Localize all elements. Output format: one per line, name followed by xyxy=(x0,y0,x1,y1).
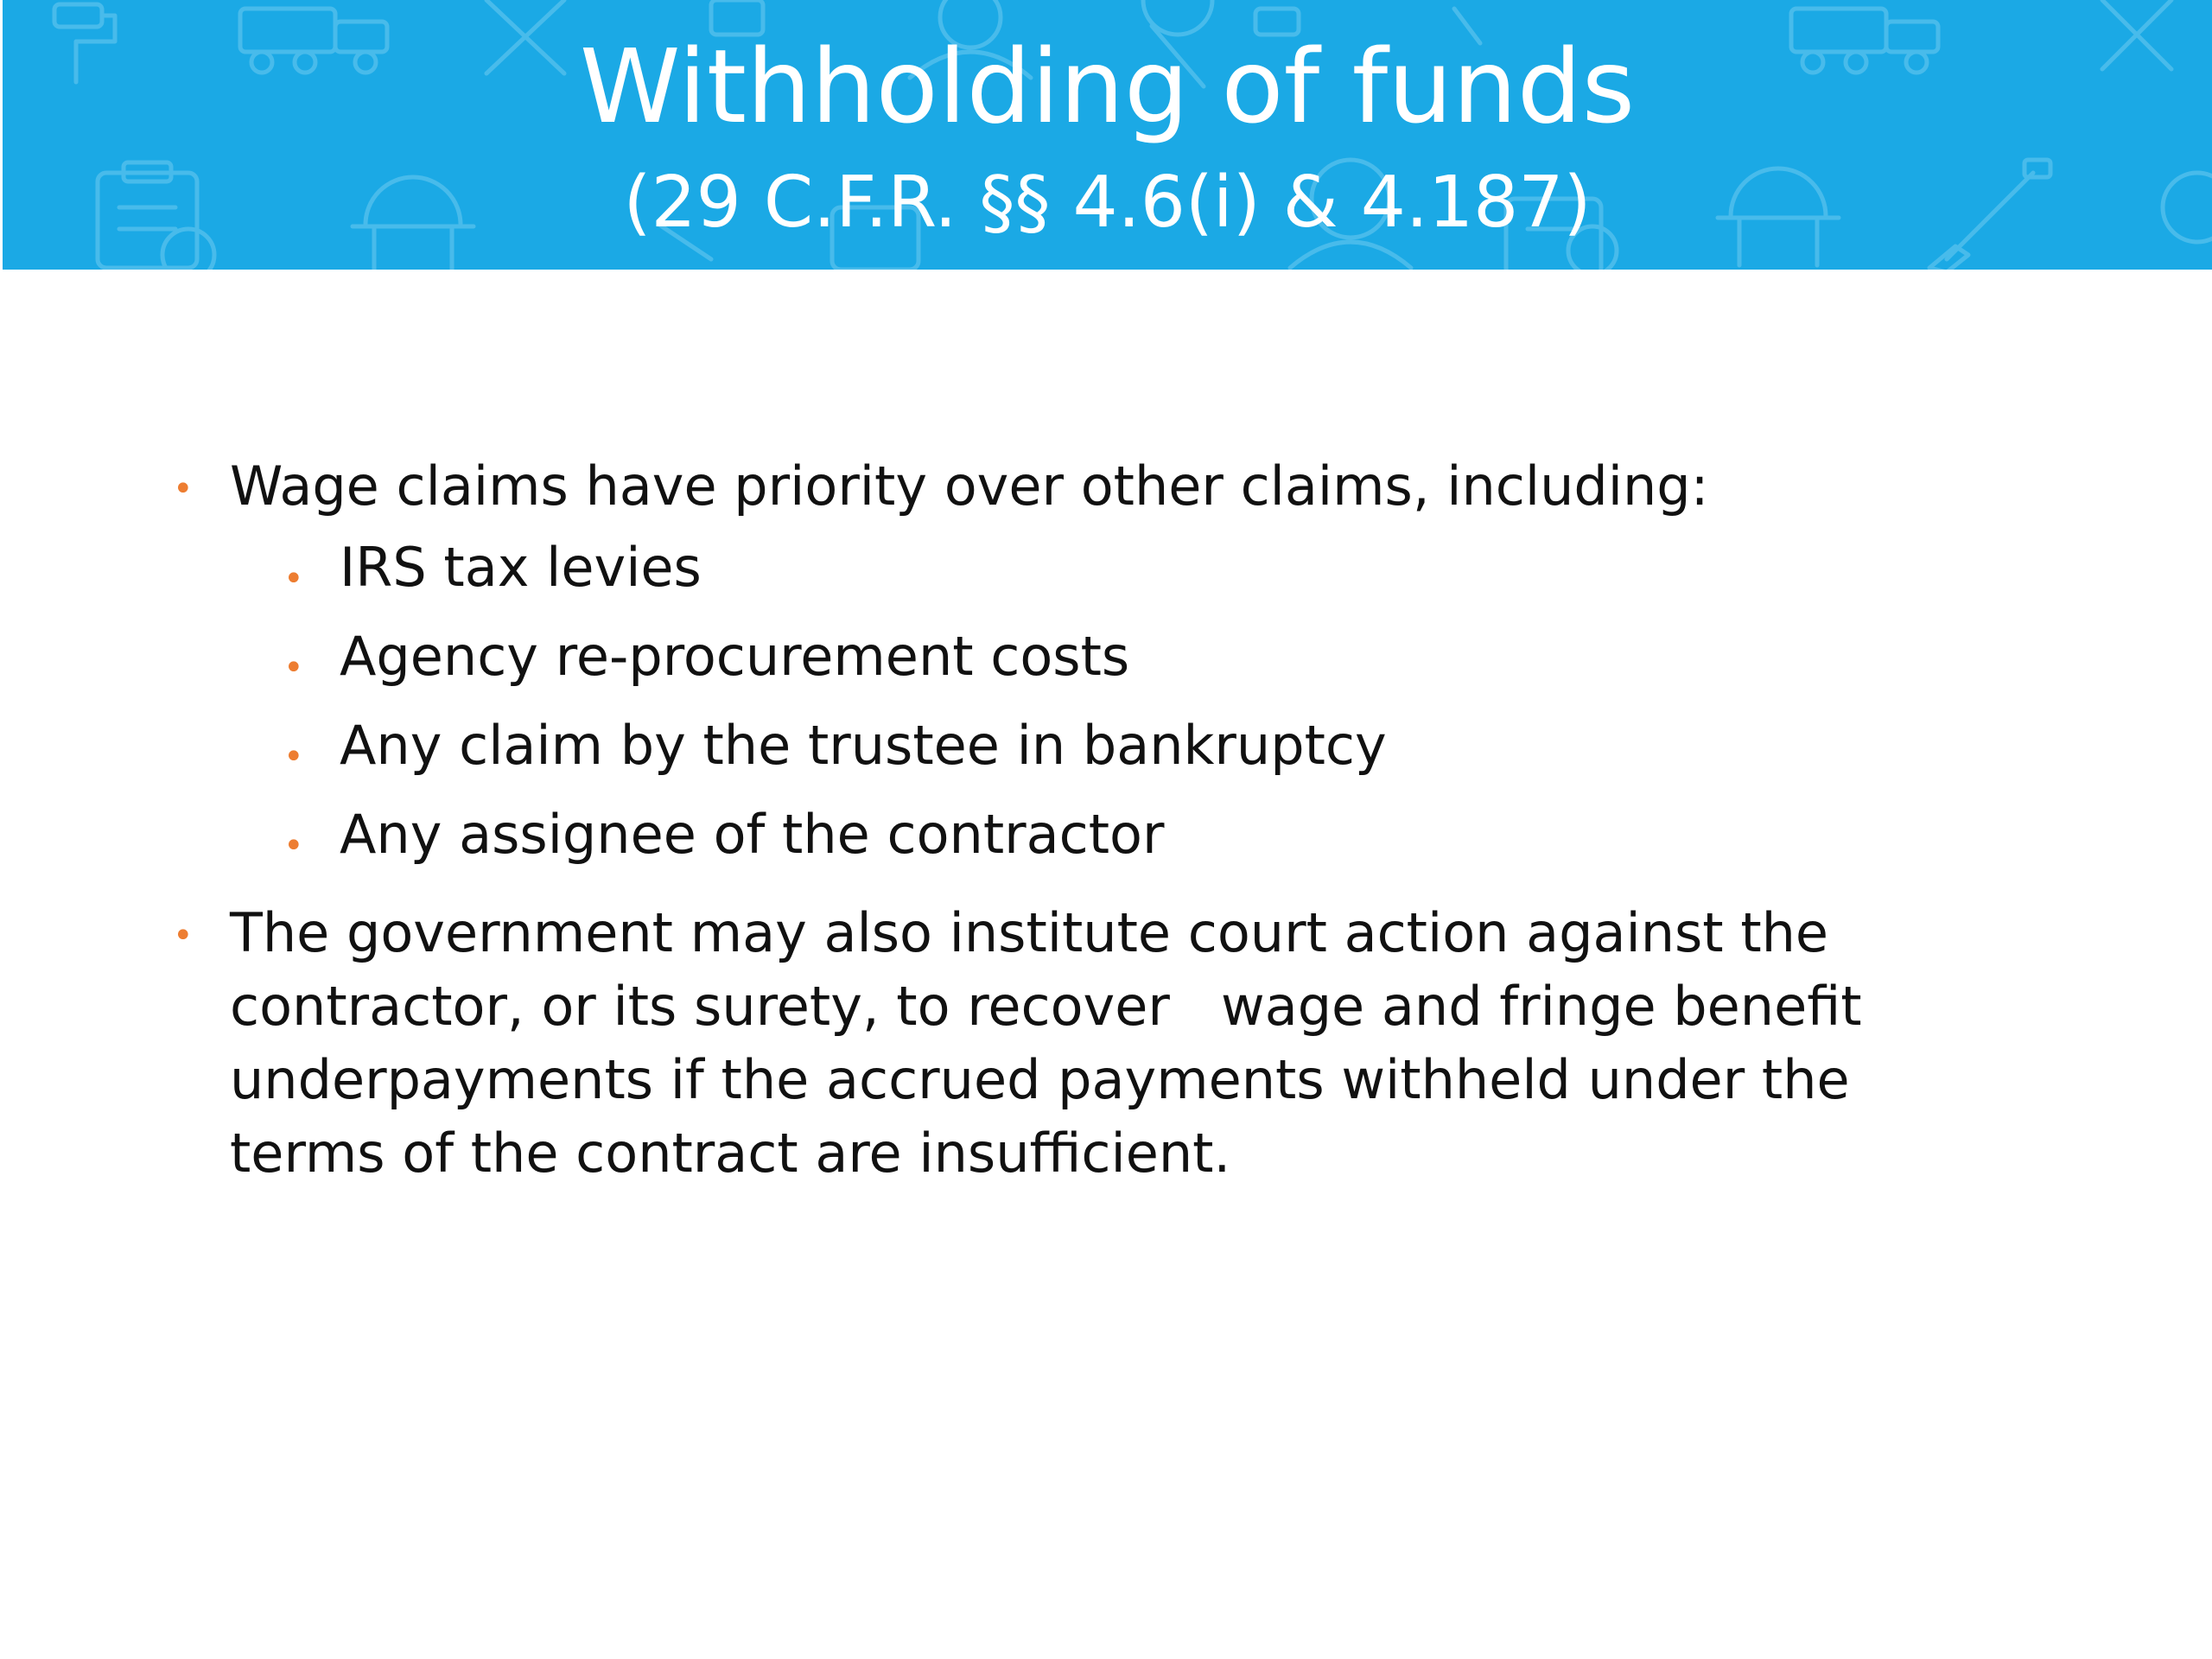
bullet-text: Wage claims have priority over other claims, including: xyxy=(230,454,1709,518)
bullet-text: The government may also institute court action against the contractor, or its surety, to recover wage and fringe benefit underpayments if the accrued payments withheld under the terms of the contract are insufficient. xyxy=(230,901,1879,1185)
slide-body xyxy=(0,449,2212,1190)
sub-bullet-agency-costs xyxy=(0,612,2212,701)
bullet-court-action xyxy=(0,896,1915,1190)
sub-bullet-text: Any assignee of the contractor xyxy=(340,803,1165,866)
bullet-dot: • xyxy=(283,559,304,599)
sub-bullet-assignee xyxy=(0,790,2212,879)
sub-bullet-text: Any claim by the trustee in bankruptcy xyxy=(340,714,1387,777)
sub-bullet-irs-tax-levies xyxy=(0,523,2212,612)
slide-title: Withholding of funds xyxy=(579,27,1636,146)
sub-bullet-trustee-claim xyxy=(0,701,2212,790)
bullet-dot: • xyxy=(283,648,304,688)
bullet-dot: • xyxy=(173,916,194,956)
bullet-dot: • xyxy=(173,469,194,509)
bullet-wage-claims-priority xyxy=(0,449,1915,523)
sub-bullet-text: IRS tax levies xyxy=(340,536,702,599)
title-banner xyxy=(3,0,2212,270)
bullet-dot: • xyxy=(283,737,304,777)
sub-bullet-text: Agency re-procurement costs xyxy=(340,625,1130,688)
slide-subtitle: (29 C.F.R. §§ 4.6(i) & 4.187) xyxy=(623,162,1592,244)
bullet-dot: • xyxy=(283,826,304,866)
